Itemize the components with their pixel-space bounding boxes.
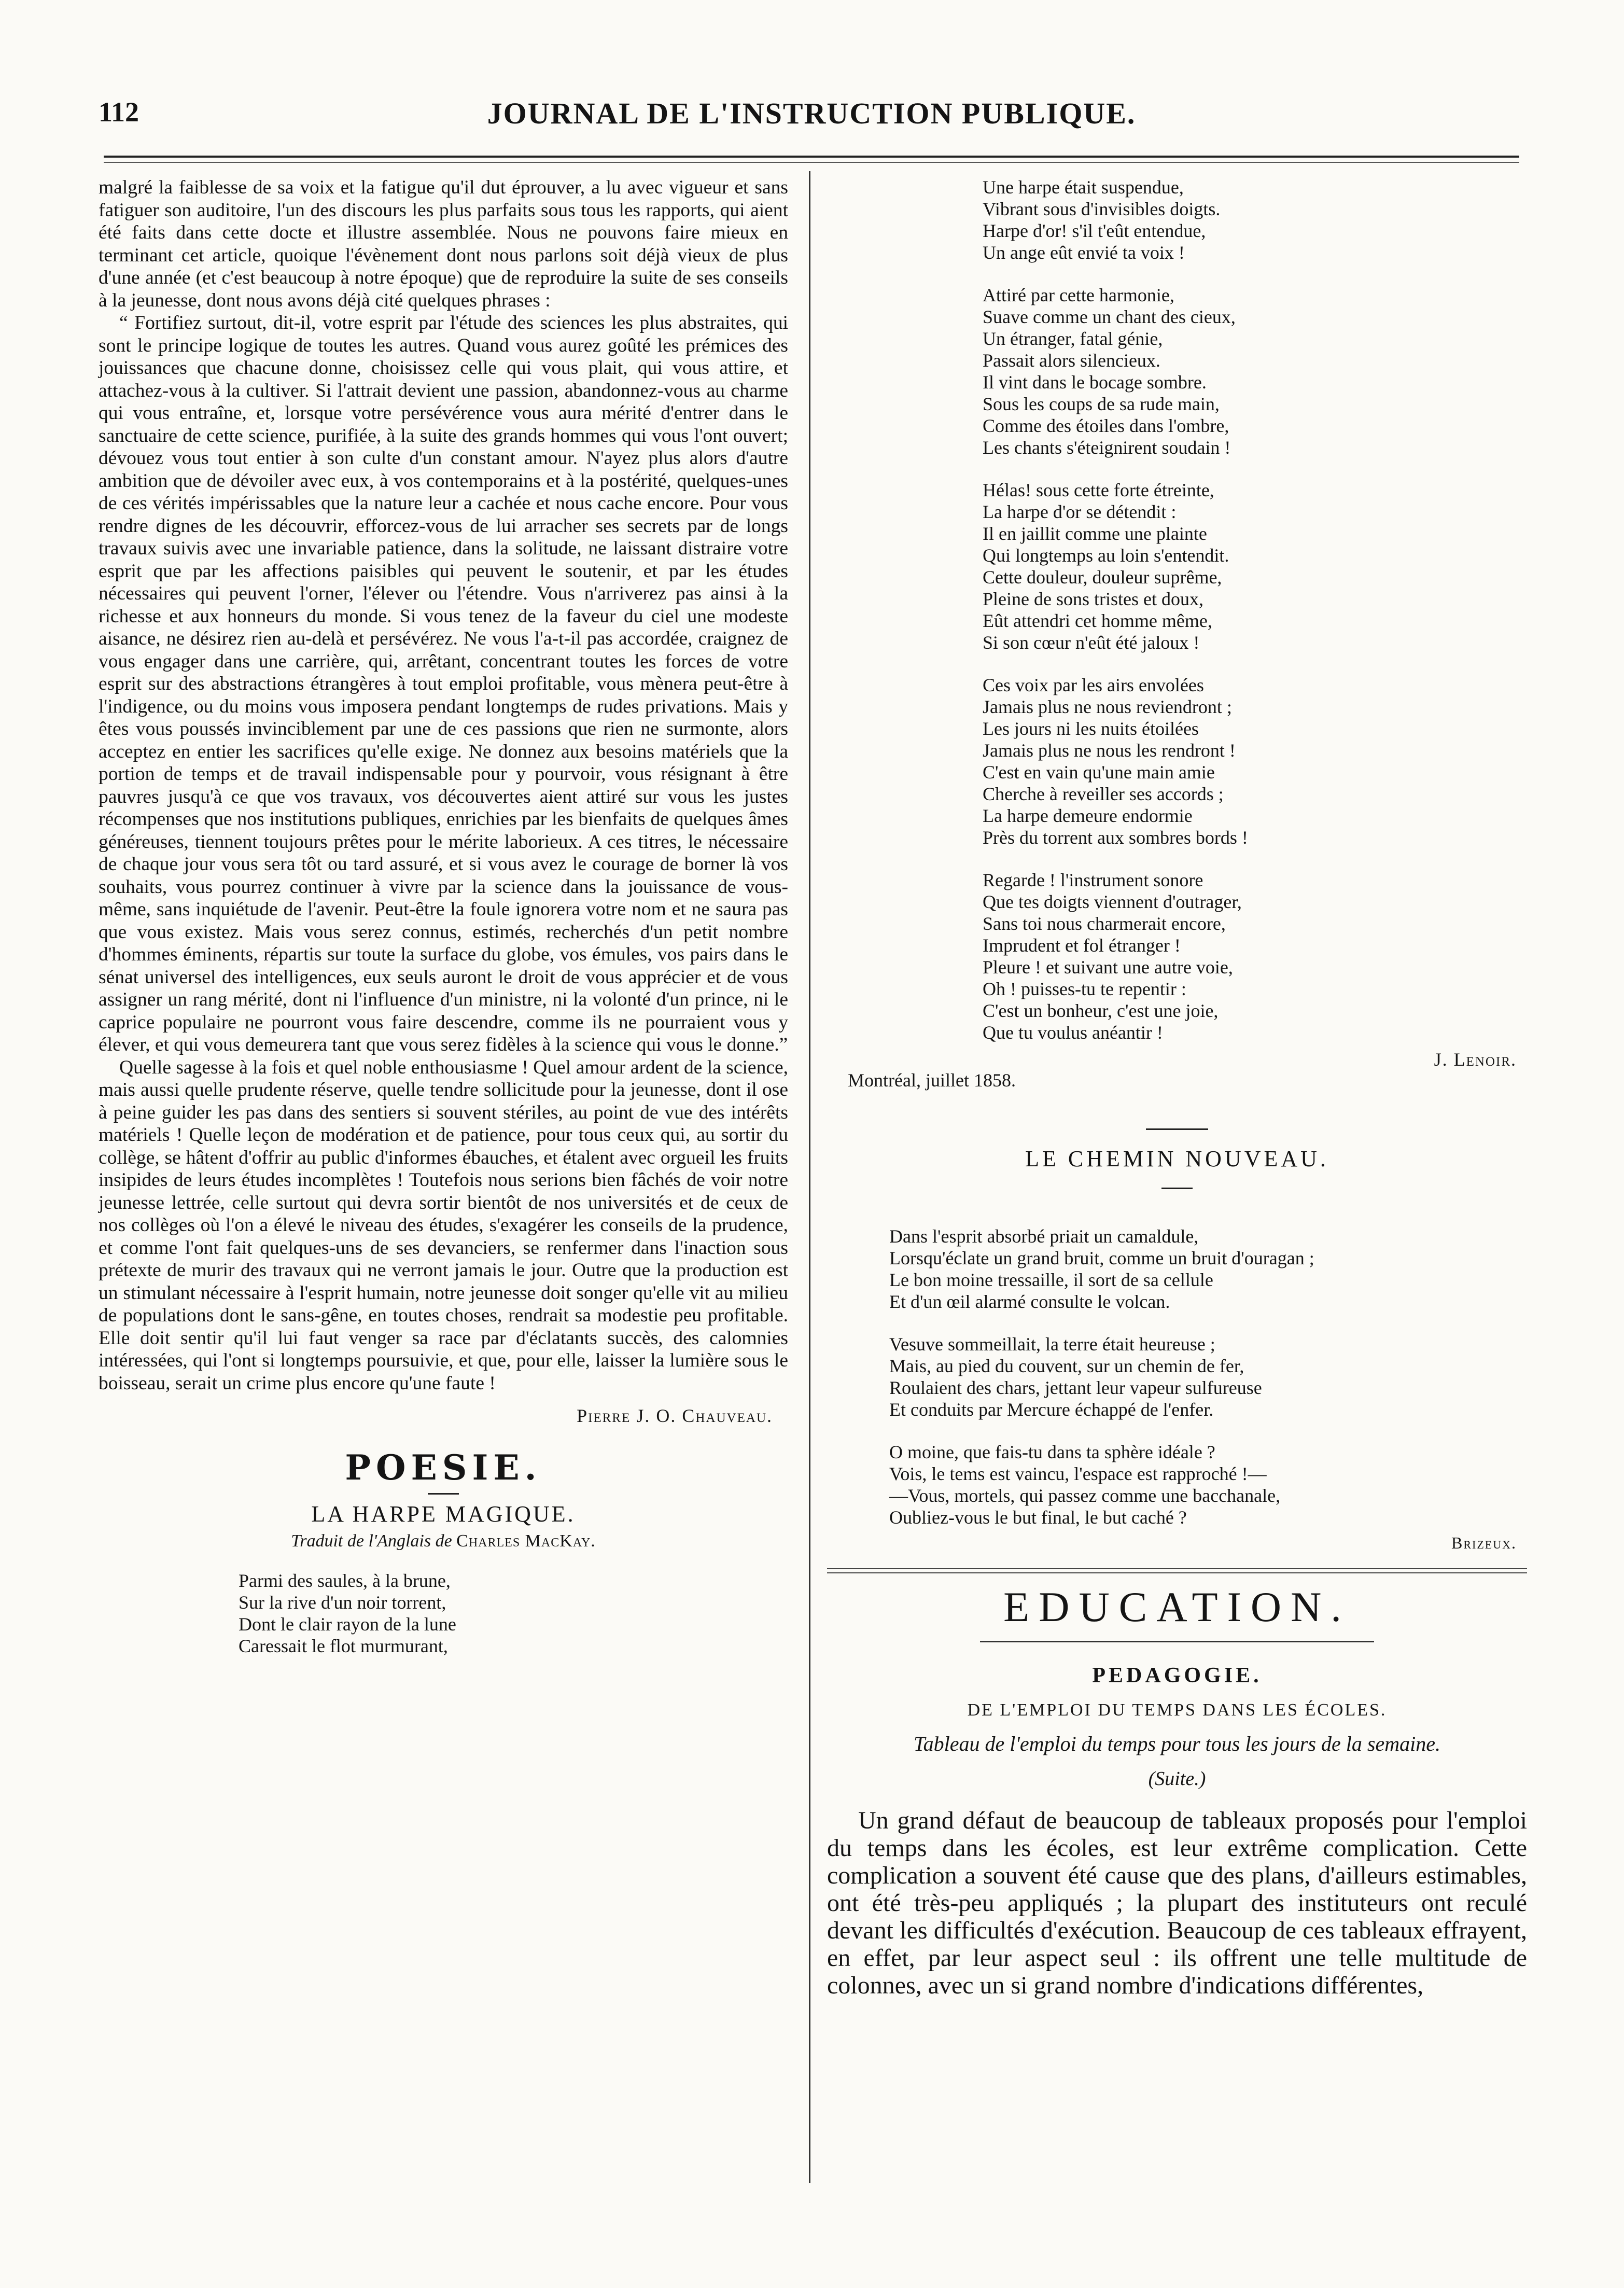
page-number: 112 (99, 96, 139, 128)
harpe-stanza (983, 674, 1527, 848)
verse-line: Dans l'esprit absorbé priait un camaldule, (889, 1226, 1199, 1247)
verse-line: Sans toi nous charmerait encore, (983, 913, 1226, 934)
verse-line: C'est un bonheur, c'est une joie, (983, 1000, 1219, 1021)
paragraph-quote: “ Fortifiez surtout, dit-il, votre esprit par l'étude des sciences les plus abstraites, qui sont le principe logique de toutes les autres. Quand vous aurez goûté les prémices des jouissances que chacune donne, choisissez celle qui vous plait, qui vous attire, et attachez-vous à la cultiver. Si l'attrait devient une passion, abandonnez-vous au charme qui vous entraîne, et, lorsque votre persévérence vous aura mérité d'entrer dans le sanctuaire de cette science, purifiée, à la suite des grands hommes qui vous l'ont ouvert; dévouez vous tout entier à son culte d'un constant amour. N'ayez plus alors d'autre ambition que de dévoiler avec eux, à vos contemporains et à la postérité, quelques-unes de ces vérités impérissables que la nature leur a cachée et nous cache encore. Pour vous rendre dignes de les découvrir, efforcez-vous de lui arracher ses secrets par de longs travaux suivis avec une invariable patience, dans la solitude, ne laissant distraire votre esprit que par les affections paisibles qui peuvent le soutenir, et par les études nécessaires qui peuvent l'orner, l'élever ou l'étendre. Vous n'arriverez pas ainsi à la richesse et aux honneurs du monde. Si vous tenez de la faveur du ciel une modeste aisance, ne désirez rien au-delà et persévérez. Ne vous l'a-t-il pas accordée, craignez de vous engager dans une carrière, qui, arrêtant, concentrant toutes les forces de votre esprit sur des abstractions étrangères à tout emploi profitable, vous mènera peut-être à l'indigence, ou du moins vous imposera pendant longtemps de rudes privations. Mais y êtes vous poussés invinciblement par une de ces passions que rien ne surmonte, alors acceptez en entier les sacrifices qu'elle exige. Ne donnez aux besoins matériels que la portion de temps et de travail indispensable pour y pourvoir, vous résignant à être pauvres jusqu'à ce que vos travaux, vos découvertes aient attiré sur vous les justes récompenses que nos institutions publiques, enrichies par les bienfaits de quelques âmes généreuses, tiennent toujours prêtes pour le mérite laborieux. A ces titres, le nécessaire de chaque jour vous sera tôt ou tard assuré, et si vous avez le courage de borner là vos souhaits, vous pourrez continuer à vivre par la science dans la jouissance de vous-même, sans inquiétude de l'avenir. Peut-être la foule ignorera votre nom et ne saura pas que vous existez. Mais vous serez connus, estimés, recherchés d'un petit nombre d'hommes éminents, répartis sur toute la surface du globe, vos émules, vos pairs dans le sénat universel des intelligences, eux seuls auront le droit de vous apprécier et de vous assigner un rang mérité, dont ni l'influence d'un ministre, ni la volonté d'un prince, ni le caprice populaire ne pourront vous faire descendre, comme ils ne pourraient vous y élever, et qui vous demeurera tant que vous serez fidèles à la science qui vous le donne.” (99, 312, 788, 1055)
verse-line: Sur la rive d'un noir torrent, (239, 1592, 446, 1613)
paragraph-continuation: malgré la faiblesse de sa voix et la fatigue qu'il dut éprouver, a lu avec vigueur et sans fatiguer son auditoire, l'un des discours les plus parfaits sous tous les rapports, qui aient été faits dans cette docte et illustre assemblée. Nous ne pouvons faire mieux en terminant cet article, quoique l'évènement dont nous parlons soit déjà vieux de plus d'une année (et c'est beaucoup à notre époque) que de reproduire la suite de ses conseils à la jeunesse, dont nous avons déjà cité quelques phrases : (99, 177, 788, 311)
verse-line: Eût attendri cet homme même, (983, 610, 1212, 631)
pedagogie-heading: PEDAGOGIE. (1092, 1664, 1262, 1687)
poesie-heading: POESIE. (345, 1447, 542, 1488)
poem-subtitle-author: Charles MacKay. (456, 1531, 596, 1551)
verse-line: Ces voix par les airs envolées (983, 675, 1204, 695)
verse-line: Vesuve sommeillait, la terre était heureuse ; (889, 1334, 1215, 1355)
verse-line: Que tu voulus anéantir ! (983, 1022, 1163, 1043)
verse-line: Les jours ni les nuits étoilées (983, 718, 1199, 739)
verse-line: Un ange eût envié ta voix ! (983, 242, 1185, 263)
short-rule (1161, 1188, 1193, 1189)
verse-line: Une harpe était suspendue, (983, 177, 1184, 198)
verse-line: Pleure ! et suivant une autre voie, (983, 957, 1233, 978)
verse-line: —Vous, mortels, qui passez comme une bacchanale, (889, 1485, 1281, 1506)
chemin-stanza (889, 1333, 1527, 1420)
verse-line: Qui longtemps au loin s'entendit. (983, 545, 1229, 566)
verse-line: Que tes doigts viennent d'outrager, (983, 891, 1242, 912)
verse-line: Lorsqu'éclate un grand bruit, comme un bruit d'ouragan ; (889, 1248, 1314, 1268)
verse-line: La harpe d'or se détendit : (983, 501, 1177, 522)
article-signature: Pierre J. O. Chauveau. (577, 1405, 773, 1426)
harpe-stanza (983, 479, 1527, 653)
harpe-stanza (983, 176, 1527, 263)
right-column (827, 176, 1527, 1999)
left-column (99, 176, 788, 1678)
verse-line: Sous les coups de sa rude main, (983, 394, 1220, 414)
verse-line: Imprudent et fol étranger ! (983, 935, 1181, 956)
chemin-stanza (889, 1441, 1527, 1528)
paragraph-commentary: Quelle sagesse à la fois et quel noble enthousiasme ! Quel amour ardent de la science, mais aussi quelle prudente réserve, quelle tendre sollicitude pour la jeunesse, dont il ose à peine guider les pas dans des sentiers si souvent stériles, au point de vue des intérêts matériels ! Quelle leçon de modération et de patience, pour tous ceux qui, au sortir du collège, se hâtent d'offrir au public d'informes ébauches, et étalent avec orgueil les fruits insipides de leurs études incomplètes ! Toutefois nous serions bien fâchés de voir notre jeunesse lettrée, celle surtout qui devra sortir bientôt de nos universités et de ceux de nos collèges où l'on a élevé le niveau des études, s'exagérer les conseils de la prudence, et comme l'ont fait quelques-uns de ses devanciers, se renfermer dans l'inaction sous prétexte de murir des travaux qui ne verront jamais le jour. Outre que la production est un stimulant nécessaire à l'esprit humain, notre jeunesse doit songer qu'elle vit au milieu de populations dont le sans-gêne, en toutes choses, rendrait sa modestie peu profitable. Elle doit sentir qu'il lui faut venger sa race par d'éclatants succès, des calomnies intéressées, qui l'ont si longtemps poursuivie, et que, pour elle, laisser la lumière sous le boisseau, serait un crime plus encore qu'une faute ! (99, 1056, 788, 1394)
chemin-stanza (889, 1225, 1527, 1313)
chemin-poem-title: LE CHEMIN NOUVEAU. (1025, 1146, 1329, 1171)
verse-line: Dont le clair rayon de la lune (239, 1614, 456, 1635)
verse-line: Regarde ! l'instrument sonore (983, 870, 1203, 890)
verse-line: Il en jaillit comme une plainte (983, 523, 1207, 544)
verse-line: La harpe demeure endormie (983, 805, 1193, 826)
header-rule (104, 156, 1519, 158)
harpe-stanza (983, 284, 1527, 458)
verse-line: Oh ! puisses-tu te repentir : (983, 979, 1186, 999)
heading-rule (980, 1641, 1374, 1642)
verse-line: Vibrant sous d'invisibles doigts. (983, 199, 1221, 219)
verse-line: Parmi des saules, à la brune, (239, 1570, 451, 1591)
short-rule (428, 1493, 459, 1495)
chemin-poem (889, 1225, 1527, 1528)
verse-line: Si son cœur n'eût été jaloux ! (983, 632, 1200, 653)
poem-stanza-first (239, 1570, 788, 1657)
verse-line: Oubliez-vous le but final, le but caché ? (889, 1507, 1187, 1528)
verse-line: Harpe d'or! s'il t'eût entendue, (983, 220, 1206, 241)
verse-line: Près du torrent aux sombres bords ! (983, 827, 1248, 848)
verse-line: Hélas! sous cette forte étreinte, (983, 480, 1214, 500)
table-title: Tableau de l'emploi du temps pour tous les jours de la semaine. (914, 1732, 1440, 1755)
harpe-stanza (983, 869, 1527, 1043)
verse-line: Et conduits par Mercure échappé de l'enfer. (889, 1399, 1214, 1420)
education-paragraph: Un grand défaut de beaucoup de tableaux proposés pour l'emploi du temps dans les écoles, est leur extrême complication. Cette complication a souvent été cause que des plans, d'ailleurs estimables, ont été très-peu appliqués ; la plupart des instituteurs ont reculé devant les difficultés d'exécution. Beaucoup de ces tableaux effrayent, en effet, par leur aspect seul : ils offrent une telle multitude de colonnes, avec un si grand nombre d'indications différentes, (827, 1807, 1527, 1999)
verse-line: Attiré par cette harmonie, (983, 285, 1174, 305)
poem-title: LA HARPE MAGIQUE. (311, 1501, 576, 1527)
place-date: Montréal, juillet 1858. (848, 1070, 1016, 1091)
section-separator (1146, 1128, 1208, 1130)
harpe-poem-continued (983, 176, 1527, 1043)
header-rule-thin (104, 162, 1519, 163)
verse-line: Pleine de sons tristes et doux, (983, 589, 1203, 609)
poem-subtitle (99, 1531, 788, 1551)
poet-name: J. Lenoir. (1434, 1049, 1517, 1070)
education-heading: EDUCATION. (1003, 1583, 1351, 1630)
verse-line: Caressait le flot murmurant, (239, 1636, 448, 1656)
article-subheading: DE L'EMPLOI DU TEMPS DANS LES ÉCOLES. (967, 1700, 1387, 1720)
verse-line: Le bon moine tressaille, il sort de sa cellule (889, 1269, 1213, 1290)
verse-line: Cette douleur, douleur suprême, (983, 567, 1222, 588)
suite-label: (Suite.) (1148, 1768, 1206, 1790)
verse-line: Comme des étoiles dans l'ombre, (983, 415, 1229, 436)
verse-line: Roulaient des chars, jettant leur vapeur sulfureuse (889, 1377, 1262, 1398)
verse-line: Suave comme un chant des cieux, (983, 306, 1236, 327)
page-header (99, 96, 1524, 143)
verse-line: Et d'un œil alarmé consulte le volcan. (889, 1291, 1170, 1312)
harpe-signature-row (827, 1049, 1527, 1092)
verse-line: Jamais plus ne nous les rendront ! (983, 740, 1236, 761)
verse-line: Il vint dans le bocage sombre. (983, 372, 1207, 393)
verse-line: O moine, que fais-tu dans ta sphère idéale ? (889, 1442, 1215, 1462)
journal-title: JOURNAL DE L'INSTRUCTION PUBLIQUE. (487, 96, 1136, 130)
verse-line: Mais, au pied du couvent, sur un chemin de fer, (889, 1356, 1244, 1376)
section-double-rule (827, 1568, 1527, 1573)
verse-line: Cherche à reveiller ses accords ; (983, 784, 1224, 804)
verse-line: Vois, le tems est vaincu, l'espace est rapproché !— (889, 1463, 1267, 1484)
education-text (827, 1807, 1527, 1999)
verse-line: C'est en vain qu'une main amie (983, 762, 1215, 783)
poet-name: Brizeux. (1451, 1533, 1517, 1552)
column-divider (809, 171, 810, 2183)
verse-line: Les chants s'éteignirent soudain ! (983, 437, 1231, 458)
verse-line: Jamais plus ne nous reviendront ; (983, 696, 1232, 717)
poem-subtitle-text: Traduit de l'Anglais de (291, 1531, 452, 1551)
verse-line: Un étranger, fatal génie, (983, 328, 1163, 349)
verse-line: Passait alors silencieux. (983, 350, 1160, 371)
